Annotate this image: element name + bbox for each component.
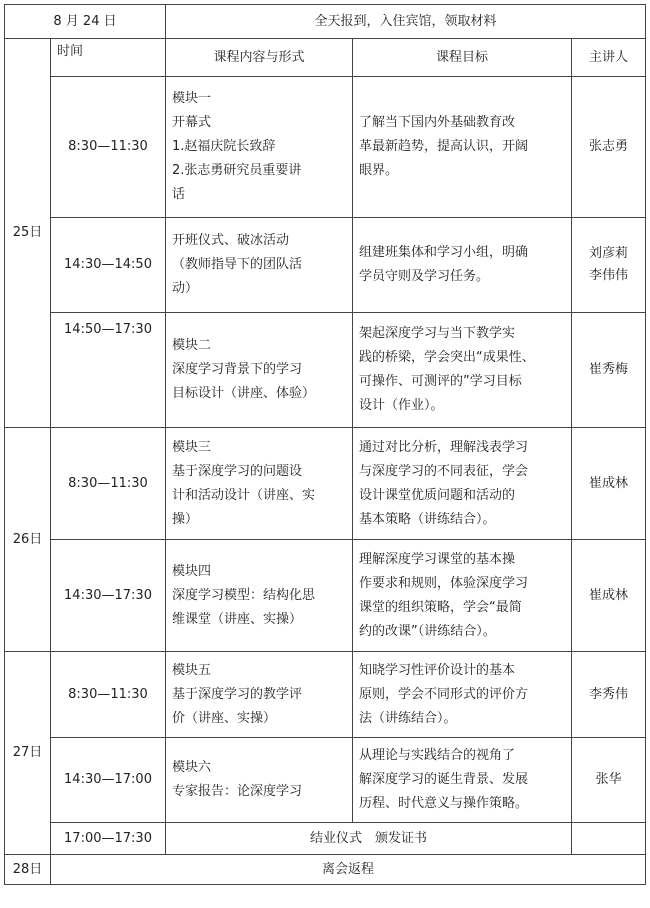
session-content xyxy=(166,313,353,428)
goal-line: 架起深度学习与当下教学实 xyxy=(359,326,516,341)
closing-row xyxy=(5,823,646,855)
content-line: 操） xyxy=(172,511,199,527)
speaker-name: 李伟伟 xyxy=(589,268,629,283)
speaker-name: 张华 xyxy=(595,772,622,787)
session-time: 14:30—17:30 xyxy=(51,540,166,652)
session-speaker xyxy=(572,428,646,540)
session-content xyxy=(166,540,353,652)
session-goal xyxy=(353,77,572,218)
goal-line: 法（讲练结合）。 xyxy=(359,710,457,726)
session-content xyxy=(166,218,353,313)
goal-line: 组建班集体和学习小组，明确 xyxy=(359,245,529,260)
speaker-name: 刘彦莉 xyxy=(589,246,629,261)
content-line: 模块三 xyxy=(172,439,212,455)
content-line: 专家报告：论深度学习 xyxy=(172,784,303,799)
content-line: 1.赵福庆院长致辞 xyxy=(172,139,276,154)
session-content xyxy=(166,77,353,218)
session-row xyxy=(5,218,646,313)
session-row xyxy=(5,77,646,218)
goal-line: 了解当下国内外基础教育改 xyxy=(359,115,516,130)
session-speaker xyxy=(572,652,646,738)
session-time: 14:50—17:30 xyxy=(51,313,166,428)
goal-line: 基本策略（讲练结合）。 xyxy=(359,511,496,527)
content-line: 模块二 xyxy=(172,338,212,353)
content-line: （教师指导下的团队活 xyxy=(172,257,303,272)
header-goal: 课程目标 xyxy=(353,39,572,77)
goal-line: 眼界。 xyxy=(359,163,399,178)
session-goal xyxy=(353,218,572,313)
day-27-cell: 27日 xyxy=(5,652,51,855)
content-line: 模块六 xyxy=(172,760,212,775)
content-line: 2.张志勇研究员重要讲 xyxy=(172,163,302,178)
speaker-name: 张志勇 xyxy=(589,139,629,154)
goal-line: 与深度学习的不同表征，学会 xyxy=(359,463,529,479)
session-time: 8:30—11:30 xyxy=(51,428,166,540)
goal-line: 设计（作业）。 xyxy=(359,398,444,413)
registration-date: 8 月 24 日 xyxy=(5,5,166,39)
session-speaker xyxy=(572,77,646,218)
session-content xyxy=(166,428,353,540)
speaker-name: 崔秀梅 xyxy=(589,362,629,377)
goal-line: 历程、时代意义与操作策略。 xyxy=(359,796,529,811)
session-row xyxy=(5,313,646,428)
registration-event: 全天报到，入住宾馆，领取材料 xyxy=(166,5,646,39)
closing-speaker-empty xyxy=(572,823,646,855)
speaker-name: 崔成林 xyxy=(589,475,629,491)
goal-line: 约的改课”（讲练结合）。 xyxy=(359,623,496,639)
closing-time: 17:00—17:30 xyxy=(51,823,166,855)
session-goal xyxy=(353,313,572,428)
goal-line: 践的桥梁，学会突出“成果性、 xyxy=(359,350,535,365)
content-line: 基于深度学习的教学评 xyxy=(172,686,303,702)
header-time: 时间 xyxy=(51,39,166,77)
session-row xyxy=(5,738,646,823)
departure-event: 离会返程 xyxy=(51,855,646,885)
session-goal xyxy=(353,428,572,540)
session-goal xyxy=(353,738,572,823)
session-speaker xyxy=(572,313,646,428)
session-content xyxy=(166,738,353,823)
goal-line: 学员守则及学习任务。 xyxy=(359,269,490,284)
goal-line: 作要求和规则，体验深度学习 xyxy=(359,575,529,591)
goal-line: 革最新趋势，提高认识，开阔 xyxy=(359,139,529,154)
goal-line: 设计课堂优质问题和活动的 xyxy=(359,487,516,503)
registration-row xyxy=(5,5,646,39)
session-content xyxy=(166,652,353,738)
session-time: 8:30—11:30 xyxy=(51,77,166,218)
goal-line: 课堂的组织策略，学会“最简 xyxy=(359,599,522,615)
day-25-cell: 25日 xyxy=(5,39,51,428)
speaker-name: 崔成林 xyxy=(589,587,629,603)
closing-event: 结业仪式 颁发证书 xyxy=(166,823,572,855)
session-speaker xyxy=(572,218,646,313)
session-time: 14:30—17:00 xyxy=(51,738,166,823)
session-row xyxy=(5,652,646,738)
goal-line: 通过对比分析，理解浅表学习 xyxy=(359,439,529,455)
content-line: 维课堂（讲座、实操） xyxy=(172,611,303,627)
content-line: 模块四 xyxy=(172,563,212,579)
departure-row xyxy=(5,855,646,885)
goal-line: 可操作、可测评的”学习目标 xyxy=(359,374,522,389)
header-row xyxy=(5,39,646,77)
session-goal xyxy=(353,540,572,652)
goal-line: 解深度学习的诞生背景、发展 xyxy=(359,772,529,787)
session-speaker xyxy=(572,738,646,823)
header-speaker: 主讲人 xyxy=(572,39,646,77)
session-time: 14:30—14:50 xyxy=(51,218,166,313)
content-line: 模块五 xyxy=(172,662,212,678)
content-line: 动） xyxy=(172,281,199,296)
goal-line: 理解深度学习课堂的基本操 xyxy=(359,551,516,567)
content-line: 深度学习模型：结构化思 xyxy=(172,587,316,603)
content-line: 开幕式 xyxy=(172,115,212,130)
goal-line: 知晓学习性评价设计的基本 xyxy=(359,662,516,678)
content-line: 深度学习背景下的学习 xyxy=(172,362,303,377)
content-line: 目标设计（讲座、体验） xyxy=(172,386,316,401)
session-speaker xyxy=(572,540,646,652)
day-28-cell: 28日 xyxy=(5,855,51,885)
content-line: 话 xyxy=(172,187,186,202)
content-line: 开班仪式、破冰活动 xyxy=(172,233,290,248)
session-time: 8:30—11:30 xyxy=(51,652,166,738)
goal-line: 从理论与实践结合的视角了 xyxy=(359,748,516,763)
content-line: 基于深度学习的问题设 xyxy=(172,463,303,479)
session-goal xyxy=(353,652,572,738)
header-content: 课程内容与形式 xyxy=(166,39,353,77)
content-line: 模块一 xyxy=(172,91,212,106)
content-line: 价（讲座、实操） xyxy=(172,710,277,726)
training-schedule-table xyxy=(4,4,646,885)
session-row xyxy=(5,540,646,652)
speaker-name: 李秀伟 xyxy=(589,686,629,702)
day-26-cell: 26日 xyxy=(5,428,51,652)
goal-line: 原则，学会不同形式的评价方 xyxy=(359,686,529,702)
content-line: 计和活动设计（讲座、实 xyxy=(172,487,316,503)
session-row xyxy=(5,428,646,540)
